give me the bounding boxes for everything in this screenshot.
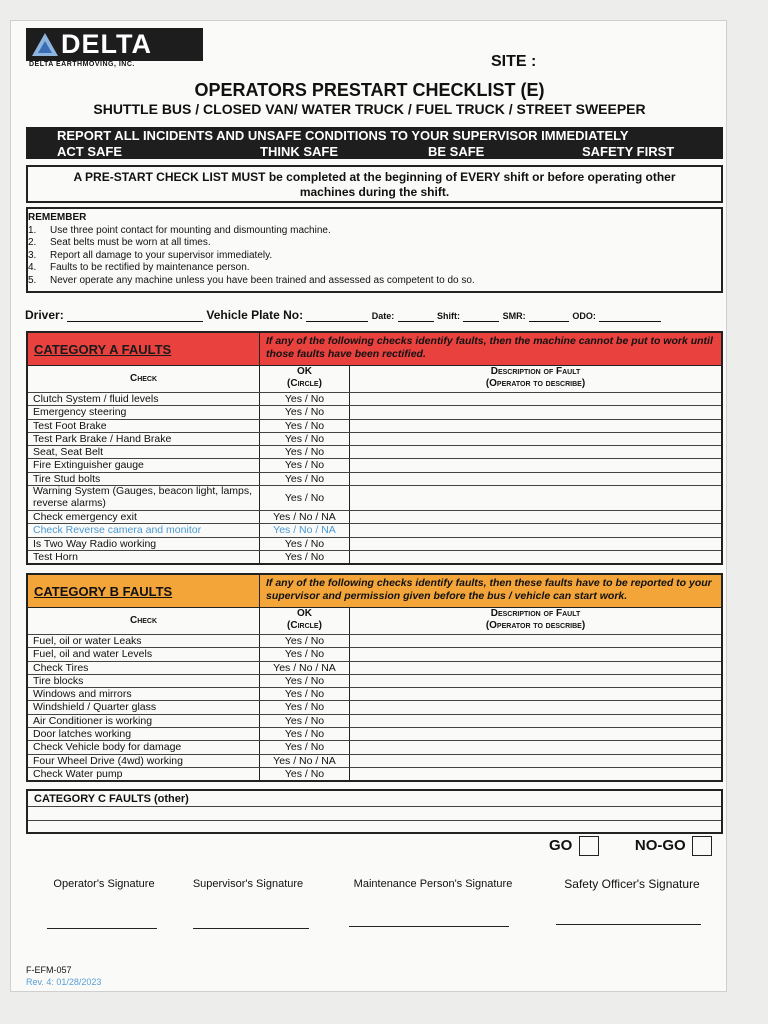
- column-header: Check OK (Circle) Description of Fault (Operator to describe): [28, 607, 721, 634]
- fault-description-field[interactable]: [350, 538, 721, 550]
- check-item: Check Tires: [28, 662, 260, 674]
- category-b-header: [28, 575, 721, 607]
- ok-options[interactable]: Yes / No / NA: [260, 755, 350, 767]
- remember-item: 1. Use three point contact for mounting and dismounting machine.: [28, 224, 331, 236]
- odo-field[interactable]: [599, 311, 661, 322]
- fault-description-field[interactable]: [350, 648, 721, 660]
- check-item: Tire Stud bolts: [28, 473, 260, 485]
- table-row: [28, 674, 721, 687]
- ok-options[interactable]: Yes / No / NA: [260, 524, 350, 536]
- check-item: Seat, Seat Belt: [28, 446, 260, 458]
- check-item: Test Horn: [28, 551, 260, 563]
- fault-description-field[interactable]: [350, 511, 721, 523]
- check-item: Check emergency exit: [28, 511, 260, 523]
- table-row: [28, 767, 721, 780]
- fault-description-field[interactable]: [350, 459, 721, 471]
- supervisor-signature-label: Supervisor's Signature: [192, 878, 304, 890]
- table-row: [28, 419, 721, 432]
- category-c-title: CATEGORY C FAULTS (other): [34, 793, 189, 805]
- category-c-box: [26, 789, 723, 834]
- ok-options[interactable]: Yes / No: [260, 675, 350, 687]
- ok-options[interactable]: Yes / No: [260, 393, 350, 405]
- ok-options[interactable]: Yes / No: [260, 688, 350, 700]
- triangle-logo-icon: [32, 33, 58, 56]
- slogan-act-safe: ACT SAFE: [57, 144, 122, 159]
- ok-options[interactable]: Yes / No: [260, 701, 350, 713]
- revision-date: Rev. 4: 01/28/2023: [26, 977, 102, 987]
- ok-options[interactable]: Yes / No: [260, 473, 350, 485]
- ok-options[interactable]: Yes / No: [260, 715, 350, 727]
- table-row: [28, 537, 721, 550]
- check-item: Tire blocks: [28, 675, 260, 687]
- remember-item: 2. Seat belts must be worn at all times.: [28, 237, 211, 249]
- go-nogo: [549, 836, 712, 856]
- category-b-table: [26, 573, 723, 782]
- go-label: GO: [549, 836, 573, 854]
- table-row: [28, 458, 721, 471]
- fault-description-field[interactable]: [350, 675, 721, 687]
- fault-description-field[interactable]: [350, 406, 721, 418]
- fault-description-field[interactable]: [350, 728, 721, 740]
- fault-description-field[interactable]: [350, 688, 721, 700]
- category-b-title: CATEGORY B FAULTS: [28, 575, 260, 607]
- smr-label: SMR:: [502, 311, 526, 321]
- slogan-be-safe: BE SAFE: [428, 144, 485, 159]
- ok-options[interactable]: Yes / No: [260, 433, 350, 445]
- fault-description-field[interactable]: [350, 393, 721, 405]
- fault-description-field[interactable]: [350, 755, 721, 767]
- ok-options[interactable]: Yes / No: [260, 728, 350, 740]
- ok-options[interactable]: Yes / No: [260, 648, 350, 660]
- shift-label: Shift:: [436, 311, 460, 321]
- check-item: Warning System (Gauges, beacon light, lamps, reverse alarms): [28, 486, 260, 510]
- ok-options[interactable]: Yes / No: [260, 768, 350, 780]
- check-item: Emergency steering: [28, 406, 260, 418]
- vehicle-types: SHUTTLE BUS / CLOSED VAN/ WATER TRUCK / FUEL TRUCK / STREET SWEEPER: [93, 101, 646, 117]
- fault-description-field[interactable]: [350, 420, 721, 432]
- check-item: Test Foot Brake: [28, 420, 260, 432]
- check-item: Is Two Way Radio working: [28, 538, 260, 550]
- fault-description-field[interactable]: [350, 473, 721, 485]
- operator-signature-line[interactable]: [47, 928, 157, 929]
- category-b-note: If any of the following checks identify faults, then these faults have to be reported to your supervisor and permission given before the bus / vehicle can start work.: [266, 577, 712, 602]
- check-item: Fire Extinguisher gauge: [28, 459, 260, 471]
- shift-field[interactable]: [463, 311, 499, 322]
- fault-description-field[interactable]: [350, 741, 721, 753]
- company-name: DELTA EARTHMOVING, INC.: [29, 61, 135, 68]
- fault-description-field[interactable]: [350, 768, 721, 780]
- remember-title: REMEMBER: [28, 212, 87, 223]
- checklist-page: [10, 20, 727, 992]
- table-row: [28, 700, 721, 713]
- remember-item: 5. Never operate any machine unless you have been trained and assessed as competent to do so.: [28, 274, 475, 286]
- remember-box: [26, 207, 723, 293]
- nogo-label: NO-GO: [634, 836, 686, 854]
- fault-description-field[interactable]: [350, 715, 721, 727]
- category-c-line[interactable]: [28, 806, 721, 820]
- ok-options[interactable]: Yes / No: [260, 635, 350, 647]
- table-row: [28, 550, 721, 563]
- category-a-title: CATEGORY A FAULTS: [28, 333, 260, 365]
- table-row: [28, 647, 721, 660]
- table-row: [28, 485, 721, 510]
- safety-officer-signature-line[interactable]: [556, 924, 701, 925]
- delta-logo: [26, 28, 203, 61]
- check-item: Check Water pump: [28, 768, 260, 780]
- table-row: [28, 472, 721, 485]
- plate-label: Vehicle Plate No:: [206, 308, 304, 322]
- ok-options[interactable]: Yes / No / NA: [260, 511, 350, 523]
- category-a-header: [28, 333, 721, 365]
- banner-report-text: REPORT ALL INCIDENTS AND UNSAFE CONDITIONS TO YOUR SUPERVISOR IMMEDIATELY: [57, 128, 629, 143]
- table-row: [28, 510, 721, 523]
- category-a-table: [26, 331, 723, 565]
- fault-description-field[interactable]: [350, 446, 721, 458]
- ok-options[interactable]: Yes / No: [260, 538, 350, 550]
- remember-item: 4. Faults to be rectified by maintenance person.: [28, 262, 250, 274]
- site-label: SITE :: [491, 53, 537, 70]
- safety-banner: [26, 127, 723, 159]
- ok-options[interactable]: Yes / No: [260, 551, 350, 563]
- table-row: [28, 432, 721, 445]
- table-row: [28, 445, 721, 458]
- maintenance-signature-line[interactable]: [349, 926, 509, 927]
- table-row: [28, 634, 721, 647]
- ok-options[interactable]: Yes / No: [260, 446, 350, 458]
- check-item: Windshield / Quarter glass: [28, 701, 260, 713]
- date-label: Date:: [371, 311, 395, 321]
- column-header: Check OK (Circle) Description of Fault (Operator to describe): [28, 365, 721, 392]
- table-row: [28, 727, 721, 740]
- check-item: Windows and mirrors: [28, 688, 260, 700]
- category-c-line[interactable]: [28, 820, 721, 834]
- category-a-note: If any of the following checks identify faults, then the machine cannot be put to work until those faults have been rectified.: [266, 335, 713, 360]
- check-item: Clutch System / fluid levels: [28, 393, 260, 405]
- table-row: [28, 687, 721, 700]
- ok-options[interactable]: Yes / No: [260, 420, 350, 432]
- fault-description-field[interactable]: [350, 701, 721, 713]
- table-row: [28, 754, 721, 767]
- fault-description-field[interactable]: [350, 551, 721, 563]
- ok-options[interactable]: Yes / No: [260, 486, 350, 510]
- driver-info-row: [25, 308, 725, 322]
- check-item: Fuel, oil or water Leaks: [28, 635, 260, 647]
- check-item: Four Wheel Drive (4wd) working: [28, 755, 260, 767]
- driver-label: Driver:: [25, 308, 64, 322]
- plate-field[interactable]: [306, 311, 368, 322]
- ok-options[interactable]: Yes / No: [260, 459, 350, 471]
- smr-field[interactable]: [529, 311, 569, 322]
- table-row: [28, 392, 721, 405]
- fault-description-field[interactable]: [350, 486, 721, 510]
- fault-description-field[interactable]: [350, 635, 721, 647]
- maintenance-signature-label: Maintenance Person's Signature: [353, 878, 513, 890]
- slogan-think-safe: THINK SAFE: [260, 144, 338, 159]
- check-item: Door latches working: [28, 728, 260, 740]
- supervisor-signature-line[interactable]: [193, 928, 309, 929]
- remember-item: 3. Report all damage to your supervisor immediately.: [28, 249, 273, 261]
- ok-options[interactable]: Yes / No / NA: [260, 662, 350, 674]
- safety-officer-signature-label: Safety Officer's Signature: [564, 877, 700, 891]
- table-row: [28, 714, 721, 727]
- ok-options[interactable]: Yes / No: [260, 406, 350, 418]
- check-item: Air Conditioner is working: [28, 715, 260, 727]
- go-checkbox[interactable]: [579, 836, 599, 856]
- table-row: [28, 405, 721, 418]
- odo-label: ODO:: [572, 311, 596, 321]
- check-item: Check Vehicle body for damage: [28, 741, 260, 753]
- prestart-notice: A PRE-START CHECK LIST MUST be completed at the beginning of EVERY shift or before operating other machines during the shift.: [26, 165, 723, 203]
- check-item: Test Park Brake / Hand Brake: [28, 433, 260, 445]
- ok-options[interactable]: Yes / No: [260, 741, 350, 753]
- table-row: [28, 523, 721, 536]
- operator-signature-label: Operator's Signature: [53, 878, 155, 890]
- form-id: F-EFM-057: [26, 965, 72, 975]
- fault-description-field[interactable]: [350, 433, 721, 445]
- fault-description-field[interactable]: [350, 524, 721, 536]
- logo-word: DELTA: [61, 29, 152, 59]
- nogo-checkbox[interactable]: [692, 836, 712, 856]
- check-item: Check Reverse camera and monitor: [28, 524, 260, 536]
- slogan-safety-first: SAFETY FIRST: [582, 144, 675, 159]
- table-row: [28, 661, 721, 674]
- check-item: Fuel, oil and water Levels: [28, 648, 260, 660]
- driver-field[interactable]: [67, 311, 203, 322]
- date-field[interactable]: [398, 311, 434, 322]
- page-title: OPERATORS PRESTART CHECKLIST (E): [194, 80, 545, 100]
- table-row: [28, 740, 721, 753]
- fault-description-field[interactable]: [350, 662, 721, 674]
